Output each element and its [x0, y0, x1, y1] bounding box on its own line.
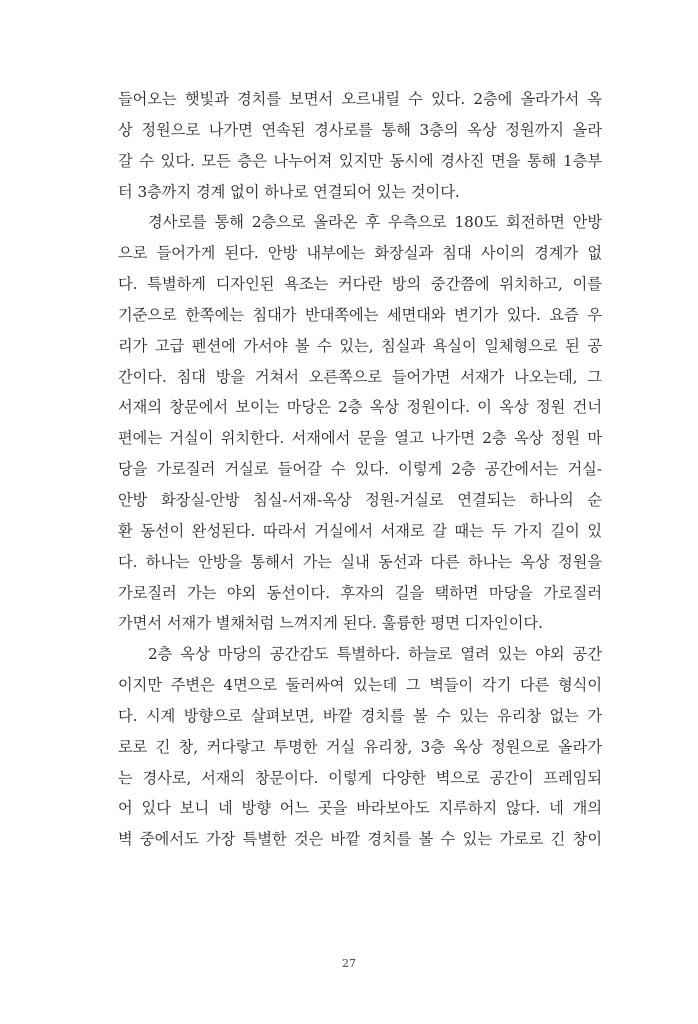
text-line: 2층 옥상 마당의 공간감도 특별하다. 하늘로 열려 있는 야외 공간 [148, 645, 602, 664]
text-line: 어 있다 보니 네 방향 어느 곳을 바라보아도 지루하지 않다. 네 개의 [118, 799, 602, 818]
text-line: 으로 들어가게 된다. 안방 내부에는 화장실과 침대 사이의 경계가 없 [118, 244, 602, 263]
text-line: 간이다. 침대 방을 거쳐서 오른쪽으로 들어가면 서재가 나오는데, 그 [118, 367, 602, 386]
text-line: 로로 긴 창, 커다랗고 투명한 거실 유리창, 3층 옥상 정원으로 올라가 [118, 737, 602, 756]
text-line: 안방 화장실-안방 침실-서재-옥상 정원-거실로 연결되는 하나의 순 [118, 490, 602, 509]
text-line: 다. 시계 방향으로 살펴보면, 바깥 경치를 볼 수 있는 유리창 없는 가 [118, 706, 602, 725]
text-line: 이지만 주변은 4면으로 둘러싸여 있는데 그 벽들이 각기 다른 형식이 [118, 676, 602, 695]
body-text [118, 84, 602, 855]
text-line: 경사로를 통해 2층으로 올라온 후 우측으로 180도 회전하면 안방 [148, 213, 602, 232]
page-number: 27 [342, 957, 356, 970]
text-line: 당을 가로질러 거실로 들어갈 수 있다. 이렇게 2층 공간에서는 거실- [118, 460, 602, 479]
text-line: 편에는 거실이 위치한다. 서재에서 문을 열고 나가면 2층 옥상 정원 마 [118, 429, 602, 448]
text-line: 다. 특별하게 디자인된 욕조는 커다란 방의 중간쯤에 위치하고, 이를 [118, 275, 602, 294]
text-line: 다. 하나는 안방을 통해서 가는 실내 동선과 다른 하나는 옥상 정원을 [118, 552, 602, 571]
text-line: 터 3층까지 경계 없이 하나로 연결되어 있는 것이다. [118, 182, 460, 201]
text-line: 는 경사로, 서재의 창문이다. 이렇게 다양한 벽으로 공간이 프레임되 [118, 768, 602, 787]
text-line: 환 동선이 완성된다. 따라서 거실에서 서재로 갈 때는 두 가지 길이 있 [118, 521, 602, 540]
text-line: 리가 고급 펜션에 가서야 볼 수 있는, 침실과 욕실이 일체형으로 된 공 [118, 336, 602, 355]
text-line: 가로질러 가는 야외 동선이다. 후자의 길을 택하면 마당을 가로질러 [118, 583, 602, 602]
text-line: 상 정원으로 나가면 연속된 경사로를 통해 3층의 옥상 정원까지 올라 [118, 120, 602, 139]
text-line: 갈 수 있다. 모든 층은 나누어져 있지만 동시에 경사진 면을 통해 1층부 [118, 151, 602, 170]
text-line: 가면서 서재가 별채처럼 느껴지게 된다. 훌륭한 평면 디자인이다. [118, 614, 543, 633]
text-line: 기준으로 한쪽에는 침대가 반대쪽에는 세면대와 변기가 있다. 요즘 우 [118, 305, 602, 324]
text-line: 들어오는 햇빛과 경치를 보면서 오르내릴 수 있다. 2층에 올라가서 옥 [118, 90, 602, 108]
text-line: 서재의 창문에서 보이는 마당은 2층 옥상 정원이다. 이 옥상 정원 건너 [118, 398, 602, 417]
text-line: 벽 중에서도 가장 특별한 것은 바깥 경치를 볼 수 있는 가로로 긴 창이 [118, 830, 602, 849]
